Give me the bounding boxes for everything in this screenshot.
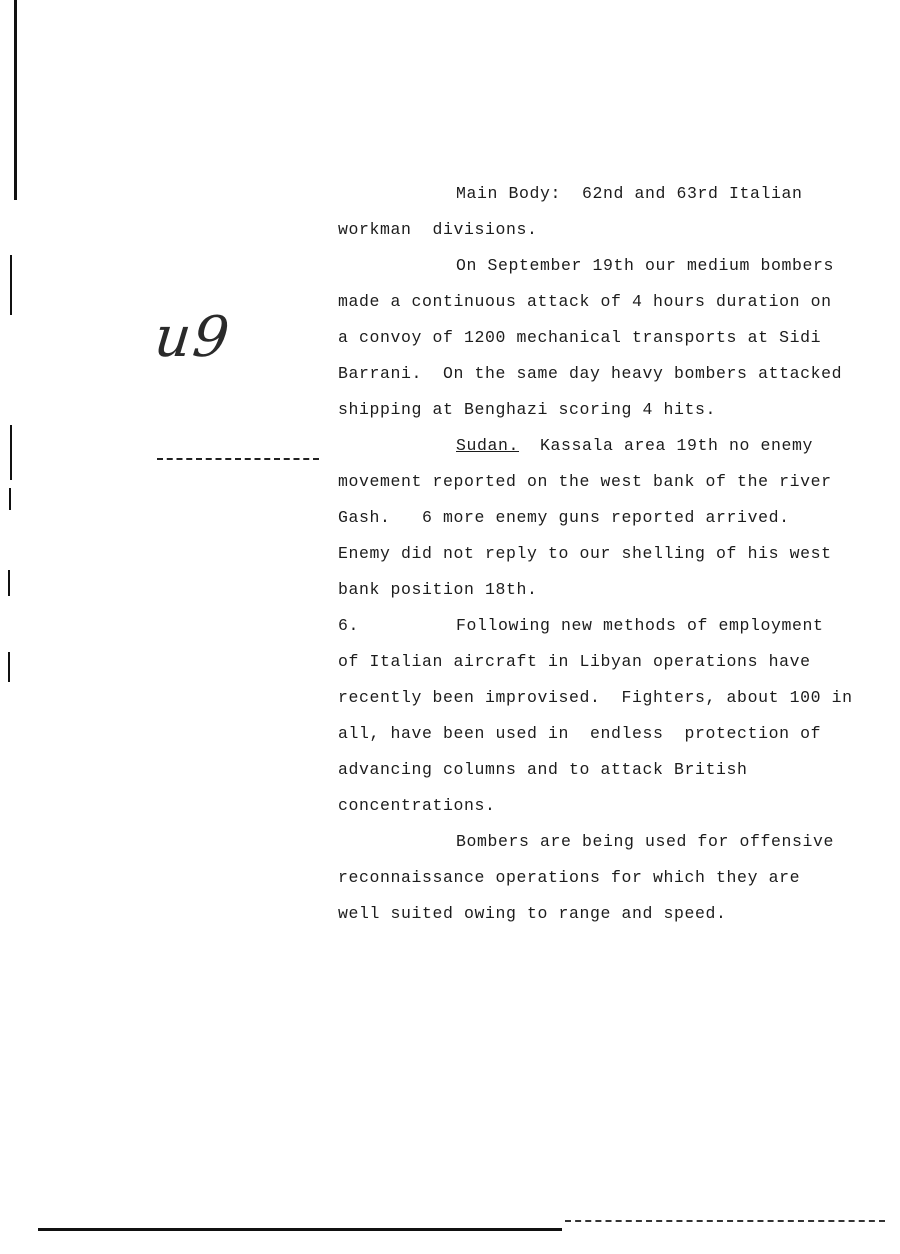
text-line: On September 19th our medium bombers (456, 256, 835, 275)
handwritten-margin-note: u9 (151, 305, 235, 370)
text-line: movement reported on the west bank of the river (338, 472, 832, 491)
scan-edge-segment (8, 652, 10, 682)
sudan-heading: Sudan. (456, 436, 520, 455)
text-line: made a continuous attack of 4 hours duration on (338, 292, 832, 311)
text-line: workman divisions. (338, 220, 538, 239)
text-line (338, 608, 878, 644)
text-line: shipping at Benghazi scoring 4 hits. (338, 400, 717, 419)
text-line: Enemy did not reply to our shelling of his west (338, 544, 832, 563)
typed-text-block (338, 176, 878, 932)
bottom-rule (38, 1228, 562, 1231)
text-line: bank position 18th. (338, 580, 538, 599)
text-line: all, have been used in endless protection of (338, 724, 822, 743)
text-line: Bombers are being used for offensive (456, 832, 835, 851)
text-span: Kassala area 19th no enemy (519, 436, 814, 455)
text-line: well suited owing to range and speed. (338, 904, 727, 923)
margin-dashed-line (157, 458, 319, 460)
text-line: concentrations. (338, 796, 496, 815)
text-line: a convoy of 1200 mechanical transports at Sidi (338, 328, 822, 347)
text-line (338, 428, 878, 464)
text-line: Main Body: 62nd and 63rd Italian (456, 184, 803, 203)
scan-edge-segment (10, 255, 12, 315)
text-line: reconnaissance operations for which they are (338, 868, 801, 887)
scan-edge-segment (8, 570, 10, 596)
text-line: advancing columns and to attack British (338, 760, 748, 779)
bottom-dashed-rule (565, 1220, 885, 1224)
scan-edge-segment (10, 425, 12, 480)
text-line: of Italian aircraft in Libyan operations have (338, 652, 811, 671)
section-number: 6. (338, 616, 360, 635)
text-line: Gash. 6 more enemy guns reported arrived. (338, 508, 790, 527)
scan-edge-segment (9, 488, 11, 510)
text-line: recently been improvised. Fighters, about 100 in (338, 688, 853, 707)
text-line: Barrani. On the same day heavy bombers attacked (338, 364, 843, 383)
scan-edge-line (14, 0, 17, 200)
text-span: Following new methods of employment (456, 616, 824, 635)
